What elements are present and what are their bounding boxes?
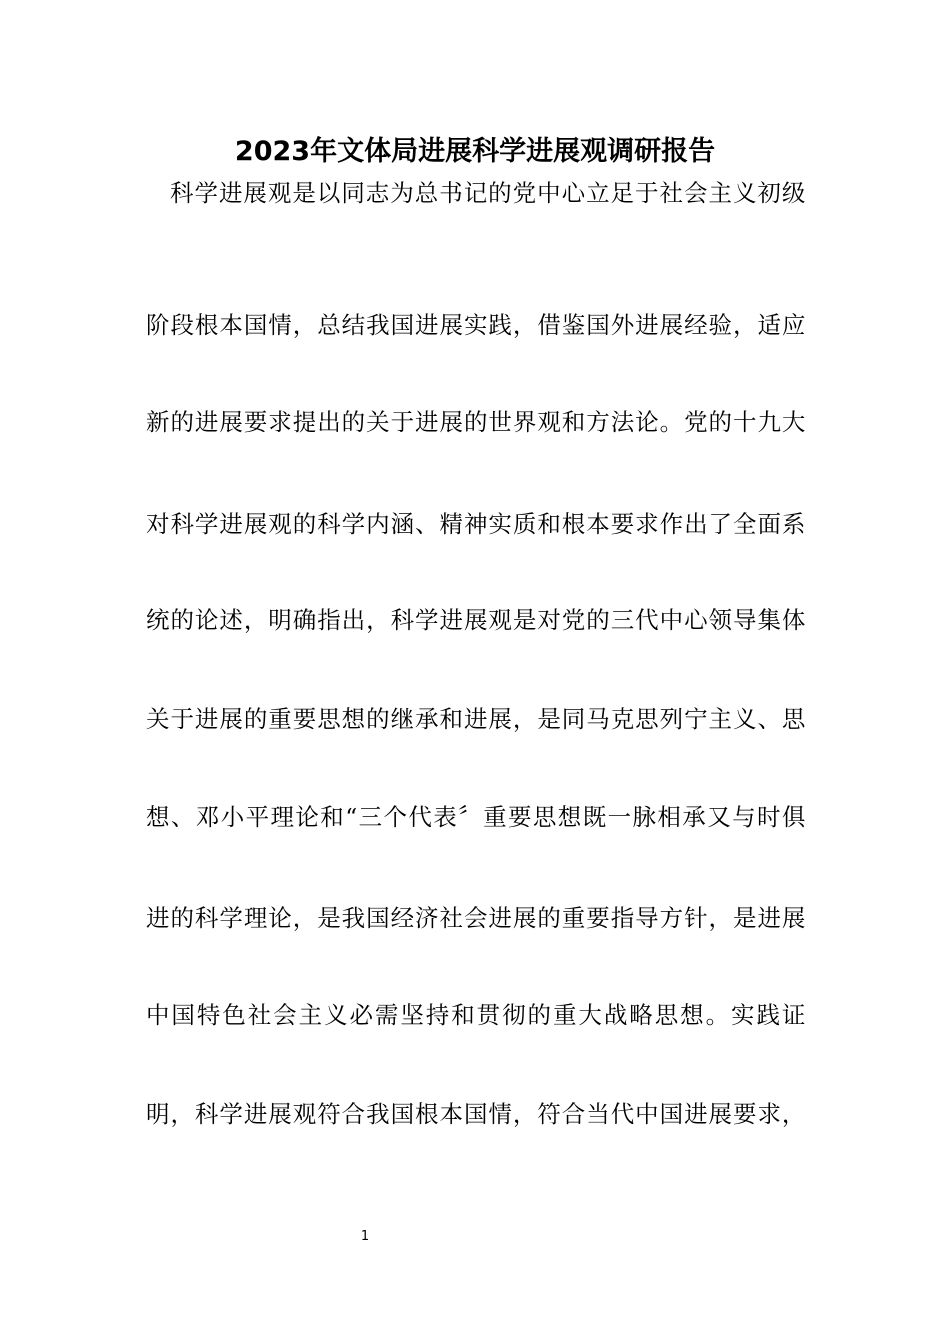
paragraph-line-10: 明，科学进展观符合我国根本国情，符合当代中国进展要求， bbox=[146, 1100, 806, 1128]
paragraph-line-9: 中国特色社会主义必需坚持和贯彻的重大战略思想。实践证 bbox=[146, 1001, 806, 1029]
paragraph-line-7: 想、邓小平理论和“三个代表〞重要思想既一脉相承又与时俱 bbox=[146, 803, 806, 831]
paragraph-line-3: 新的进展要求提出的关于进展的世界观和方法论。党的十九大 bbox=[146, 408, 806, 436]
page-number: 1 bbox=[360, 1229, 370, 1244]
paragraph-line-5: 统的论述，明确指出，科学进展观是对党的三代中心领导集体 bbox=[146, 606, 806, 634]
paragraph-line-4: 对科学进展观的科学内涵、精神实质和根本要求作出了全面系 bbox=[146, 510, 806, 538]
paragraph-line-2: 阶段根本国情，总结我国进展实践，借鉴国外进展经验，适应 bbox=[146, 311, 806, 339]
paragraph-line-6: 关于进展的重要思想的继承和进展，是同马克思列宁主义、思 bbox=[146, 705, 806, 733]
paragraph-line-8: 进的科学理论，是我国经济社会进展的重要指导方针，是进展 bbox=[146, 904, 806, 932]
document-title: 2023年文体局进展科学进展观调研报告 bbox=[234, 136, 716, 167]
paragraph-line-1: 科学进展观是以同志为总书记的党中心立足于社会主义初级 bbox=[170, 179, 806, 207]
